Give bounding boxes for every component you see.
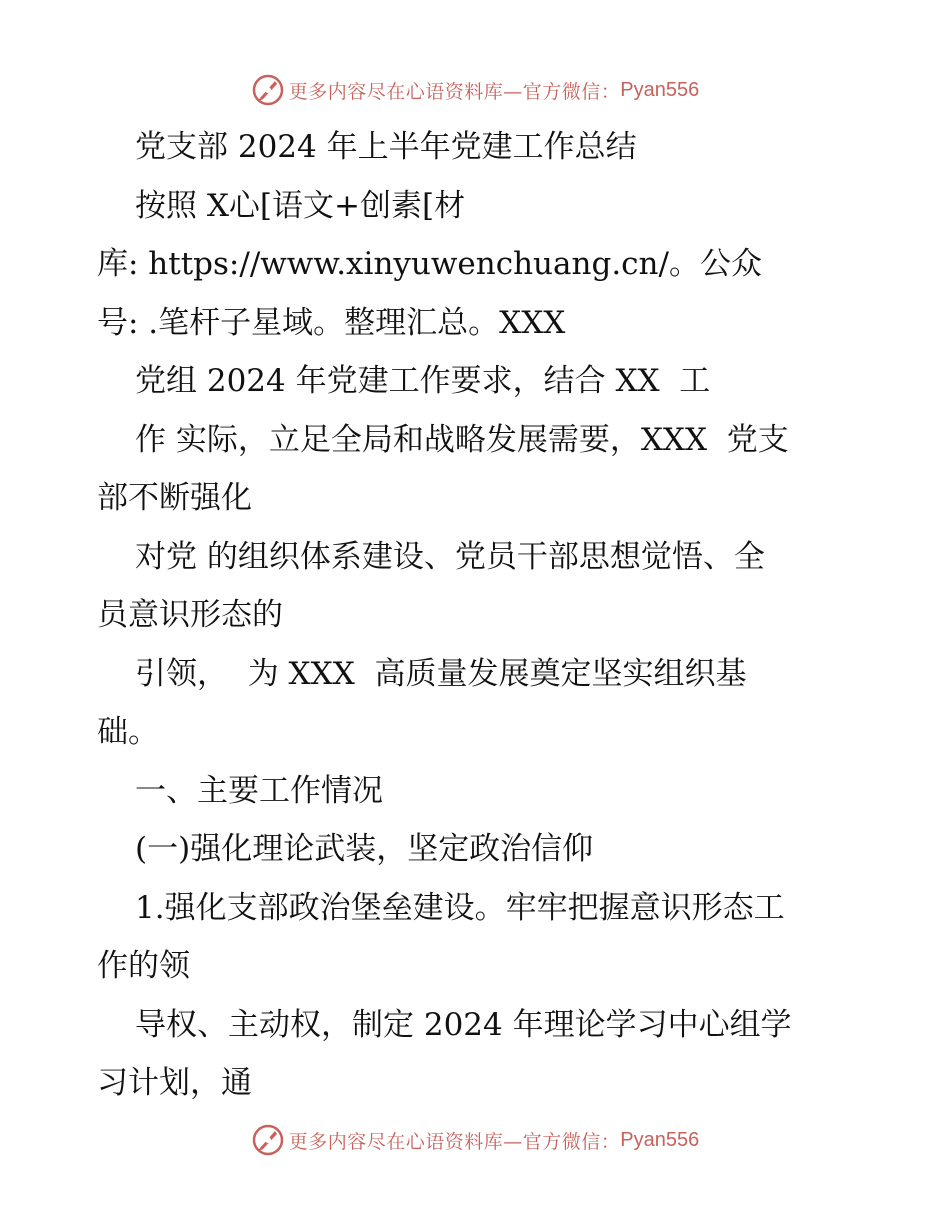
paragraph-line: 对党 的组织体系建设、党员干部思想觉悟、全 <box>135 538 765 575</box>
watermark-contact: Pyan556 <box>620 1128 700 1151</box>
paragraph-line: 1.强化支部政治堡垒建设。牢牢把握意识形态工 <box>135 889 785 926</box>
subsection-heading: (一)强化理论武装，坚定政治信仰 <box>135 831 594 867</box>
paragraph-line: 党组 2024 年党建工作要求，结合 XX 工 <box>135 363 711 399</box>
paragraph-line: 号: .笔杆子星域。整理汇总。XXX <box>97 304 566 341</box>
footer-watermark <box>0 1120 950 1160</box>
section-heading: 一、主要工作情况 <box>135 772 383 809</box>
watermark-text: 更多内容尽在心语资料库—官方微信： <box>288 1130 621 1153</box>
paragraph-line: 习计划，通 <box>97 1065 252 1101</box>
paragraph-line: 作的领 <box>97 948 190 984</box>
paragraph-line: 导权、主动权，制定 2024 年理论学习中心组学 <box>135 1006 792 1043</box>
document-body <box>97 118 857 1113</box>
header-watermark <box>0 70 950 110</box>
document-title: 党支部 2024 年上半年党建工作总结 <box>135 129 637 165</box>
paragraph-line: 库: https://www.xinyuwenchuang.cn/。公众 <box>97 246 762 282</box>
paragraph-line: 部不断强化 <box>97 480 252 516</box>
paragraph-line: 按照 X心[语文+创素[材 <box>135 187 466 224</box>
paragraph-line: 员意识形态的 <box>97 597 283 633</box>
quill-logo-icon <box>251 73 285 107</box>
watermark-contact: Pyan556 <box>620 78 700 101</box>
paragraph-line: 引领， 为 XXX 高质量发展奠定坚实组织基 <box>135 655 747 692</box>
quill-logo-icon <box>251 1123 285 1157</box>
watermark-text: 更多内容尽在心语资料库—官方微信： <box>288 80 621 103</box>
paragraph-line: 础。 <box>97 714 159 750</box>
paragraph-line: 作 实际，立足全局和战略发展需要，XXX 党支 <box>135 421 789 458</box>
